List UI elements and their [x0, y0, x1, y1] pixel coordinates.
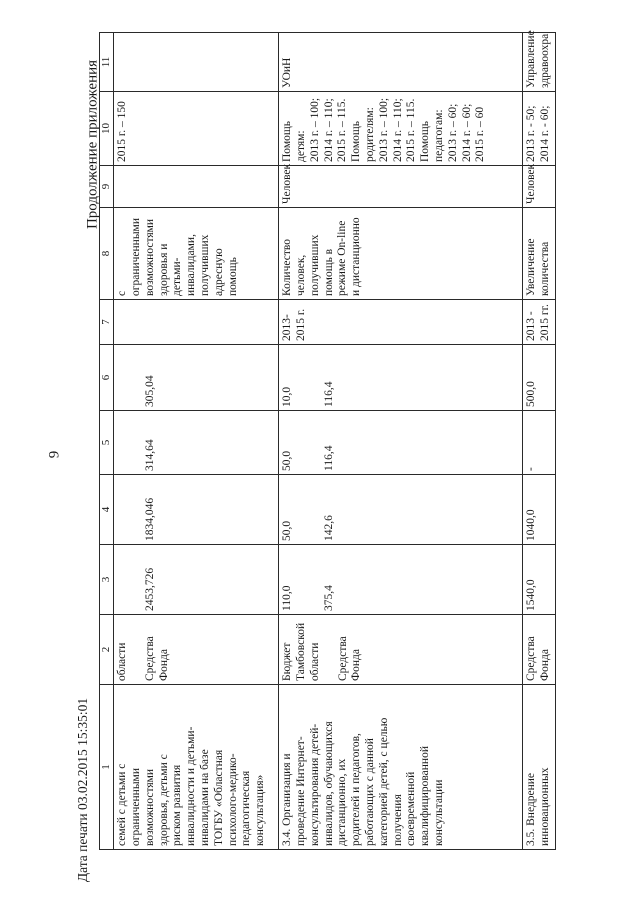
cell-line: здоровья и [157, 243, 170, 296]
cell-line: 50,0 [281, 520, 294, 541]
table-cell-c8 [523, 208, 556, 300]
cell-spacer [309, 348, 323, 407]
cell-line: 2015 г. – 150 [116, 101, 129, 162]
cell-spacer [295, 414, 309, 471]
cell-line: 50,0 [281, 450, 294, 471]
column-number: 7 [100, 300, 114, 345]
table-cell-c8 [279, 208, 523, 300]
table-cell-c7 [279, 300, 523, 345]
table-cell-c4 [279, 475, 523, 545]
cell-line: проведение Интернет- [294, 736, 307, 846]
cell-line: 1040,0 [525, 509, 538, 541]
cell-line: квалифицированной [419, 746, 432, 846]
cell-line: ограниченными [129, 218, 142, 296]
table-cell-c3 [279, 545, 523, 615]
cell-line: Человек [525, 163, 538, 204]
cell-line: 2013 г. – 60; [446, 103, 459, 162]
cell-line: риском развития [171, 764, 184, 846]
cell-line: педагогам: [432, 109, 445, 162]
table-cell-c1 [523, 685, 556, 850]
column-number: 1 [100, 685, 114, 850]
table-cell-c9 [114, 166, 279, 208]
cell-line: 1834,046 [144, 497, 157, 541]
table-cell-c11 [279, 33, 523, 92]
table-cell-c2 [114, 615, 279, 685]
cell-spacer [295, 348, 309, 407]
cell-line: консультация» [254, 774, 267, 846]
column-number: 4 [100, 475, 114, 545]
cell-line: Средства [336, 636, 349, 681]
cell-line: педагогическая [240, 770, 253, 846]
cell-line: с [116, 290, 129, 296]
cell-spacer [309, 414, 323, 471]
table-cell-c8 [114, 208, 279, 300]
table-cell-c10 [279, 92, 523, 166]
table-cell-c9 [279, 163, 523, 208]
table-cell-c5 [523, 411, 556, 475]
column-number: 9 [100, 166, 114, 208]
cell-spacer [130, 348, 144, 407]
cell-line: 116,4 [322, 381, 335, 407]
cell-spacer [295, 478, 309, 541]
cell-line: 116,4 [322, 445, 335, 471]
cell-line: 2014 г. – 110; [322, 98, 335, 162]
cell-spacer [116, 478, 130, 541]
table-cell-c5 [279, 411, 523, 475]
cell-line: 2014 г. - 60; [538, 105, 551, 162]
cell-line: 10,0 [281, 386, 294, 407]
table-cell-c4 [523, 475, 556, 545]
cell-line: 2015 г. – 115. [336, 98, 349, 162]
cell-line: 2014 г. – 110; [391, 98, 404, 162]
table-cell-c7 [114, 300, 279, 345]
cell-line: - [525, 467, 538, 471]
table-cell-c1 [279, 685, 523, 850]
cell-line: консультации [432, 779, 445, 846]
cell-line: инвалидами на базе [198, 749, 211, 846]
cell-line: 2453,726 [144, 567, 157, 611]
cell-line: 2013 г. – 100; [308, 97, 321, 162]
cell-line: инвалидности и детьми- [185, 726, 198, 846]
column-number: 10 [100, 92, 114, 166]
cell-spacer [295, 548, 309, 611]
cell-line: 110,0 [281, 585, 294, 611]
cell-spacer [130, 478, 144, 541]
cell-line: детям: [294, 130, 307, 162]
cell-line: работающих с данной [363, 738, 376, 846]
column-number: 5 [100, 411, 114, 475]
cell-line: Тамбовской [294, 622, 307, 681]
cell-line: УОиН [281, 57, 294, 88]
column-number: 8 [100, 208, 114, 300]
cell-line: человек, [294, 254, 307, 296]
cell-line: получивших [308, 234, 321, 296]
cell-line: психолого-медико- [226, 753, 239, 846]
cell-line: Количество [281, 239, 294, 296]
cell-line: категорией детей, с целью [377, 717, 390, 846]
table-cell-c6 [279, 345, 523, 411]
table-cell-c10 [114, 92, 279, 166]
table-cell-c9 [523, 163, 556, 208]
cell-line: Увеличение [525, 238, 538, 296]
cell-line: Фонда [538, 649, 551, 681]
cell-spacer [116, 414, 130, 471]
cell-line: 1540,0 [525, 579, 538, 611]
cell-line: родителям: [363, 107, 376, 162]
cell-line: области [308, 642, 321, 681]
cell-line: 500,0 [525, 381, 538, 407]
cell-line: Средства [525, 636, 538, 681]
rotated-table-frame [99, 30, 551, 850]
cell-line: 2013 - [525, 311, 538, 341]
column-number-row [100, 33, 114, 850]
cell-line: 2015 г. – 60 [474, 106, 487, 162]
cell-line: 3.4. Организация и [281, 753, 294, 846]
cell-line: родителей и педагогов, [350, 733, 363, 846]
cell-line: ТОГБУ «Областная [212, 749, 225, 846]
cell-spacer [130, 548, 144, 611]
cell-line: инновационных [538, 767, 551, 846]
table-row [114, 33, 279, 850]
cell-line: Помощь [281, 121, 294, 162]
cell-line: получивших [198, 234, 211, 296]
cell-line: Бюджет [281, 642, 294, 681]
table-row [279, 33, 523, 850]
table-cell-c11 [523, 30, 556, 92]
page-number: 9 [46, 450, 63, 459]
cell-line: консультирования детей- [308, 723, 321, 846]
cell-line: количества [538, 241, 551, 296]
table-cell-c7 [523, 300, 556, 345]
cell-line: 314,64 [144, 439, 157, 471]
table-cell-c5 [114, 411, 279, 475]
cell-line: инвалидами, [185, 234, 198, 296]
cell-line: 2015 г. [294, 308, 307, 341]
cell-line: возможностями [143, 768, 156, 846]
cell-line: Фонда [157, 649, 170, 681]
programme-table [99, 32, 556, 850]
cell-line: помощь [226, 257, 239, 296]
cell-spacer [309, 478, 323, 541]
cell-line: здоровья, детьми с [157, 754, 170, 846]
cell-line: 2014 г. – 60; [460, 103, 473, 162]
cell-line: инвалидов, обучающихся [322, 721, 335, 846]
cell-line: Помощь [350, 121, 363, 162]
column-number: 3 [100, 545, 114, 615]
cell-spacer [130, 618, 144, 681]
cell-spacer [309, 548, 323, 611]
cell-line: Человек [281, 163, 294, 204]
cell-line: Управление [525, 30, 538, 88]
cell-line: здравоохра [538, 33, 551, 88]
cell-line: 142,6 [322, 515, 335, 541]
cell-spacer [116, 348, 130, 407]
table-cell-c10 [523, 92, 556, 166]
cell-line: 2013 г. – 100; [377, 97, 390, 162]
table-cell-c3 [114, 545, 279, 615]
table-cell-c6 [523, 345, 556, 411]
cell-line: 2013- [281, 314, 294, 341]
cell-line: 305,04 [144, 375, 157, 407]
cell-line: 2015 гг. [538, 304, 551, 341]
table-cell-c3 [523, 545, 556, 615]
column-number: 2 [100, 615, 114, 685]
cell-line: своевременной [405, 771, 418, 846]
table-cell-c1 [114, 685, 279, 850]
cell-line: помощь в [322, 248, 335, 296]
table-container [99, 30, 551, 850]
cell-line: 2015 г. – 115. [405, 98, 418, 162]
column-number: 11 [100, 33, 114, 92]
cell-spacer [116, 548, 130, 611]
cell-line: режиме On-line [336, 220, 349, 296]
column-number: 6 [100, 345, 114, 411]
cell-line: получения [391, 794, 404, 846]
cell-spacer [130, 414, 144, 471]
cell-line: адресную [212, 248, 225, 296]
cell-line: семей с детьми с [116, 763, 129, 846]
cell-line: 3.5. Внедрение [525, 772, 538, 846]
page-heading: Продолжение приложения [84, 59, 101, 230]
cell-line: и дистанционно [350, 217, 363, 296]
cell-line: Средства [143, 636, 156, 681]
print-date: Дата печати 03.02.2015 15:35:01 [75, 697, 90, 883]
cell-line: дистанционно, их [336, 758, 349, 846]
table-cell-c11 [114, 33, 279, 92]
table-cell-c2 [523, 615, 556, 685]
cell-line: детьми- [171, 257, 184, 296]
cell-line: 375,4 [322, 585, 335, 611]
cell-line: возможностями [143, 218, 156, 296]
table-row [523, 33, 556, 850]
table-cell-c4 [114, 475, 279, 545]
cell-line: Фонда [350, 649, 363, 681]
cell-line: Помощь [419, 121, 432, 162]
cell-spacer [323, 618, 337, 681]
cell-line: ограниченными [129, 768, 142, 846]
table-cell-c2 [279, 615, 523, 685]
cell-line: области [116, 642, 129, 681]
table-cell-c6 [114, 345, 279, 411]
cell-line: 2013 г. - 50; [525, 105, 538, 162]
